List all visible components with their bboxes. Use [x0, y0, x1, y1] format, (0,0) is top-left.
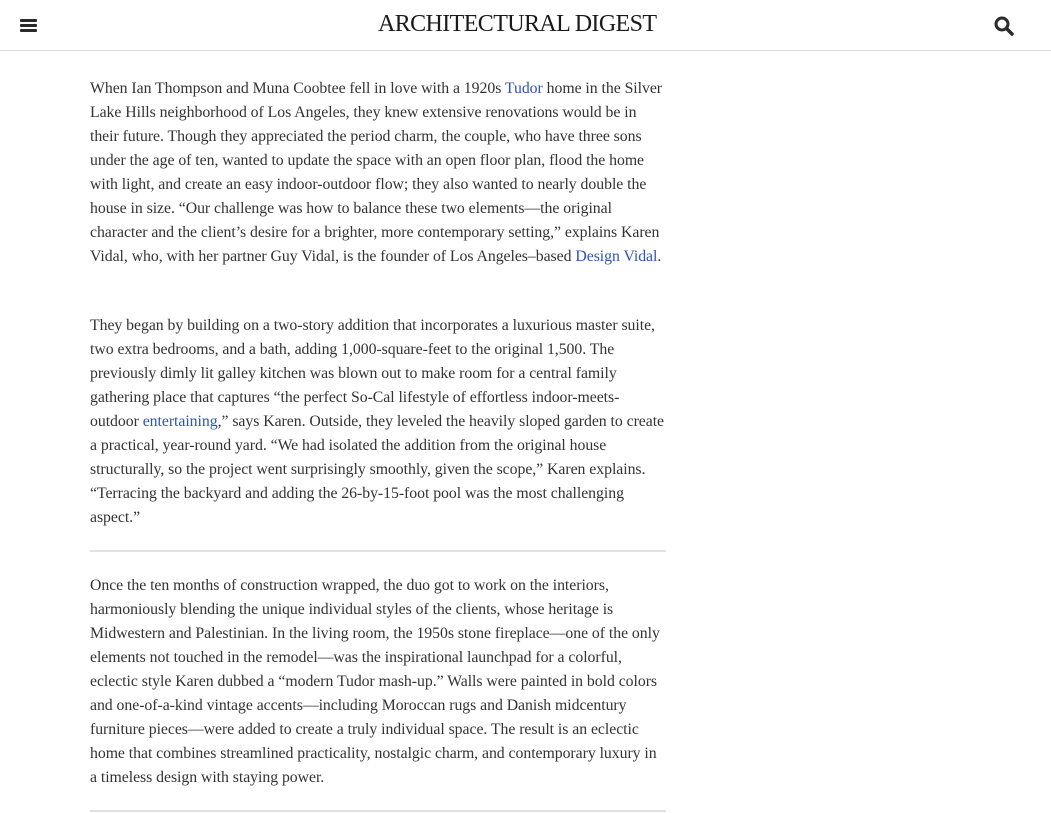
- site-header: [0, 0, 1051, 51]
- article-paragraph-3: [90, 574, 666, 790]
- search-icon[interactable]: [992, 14, 1016, 38]
- design-vidal-link[interactable]: Design Vidal: [575, 248, 658, 265]
- section-divider: [90, 810, 666, 812]
- paragraph-text: Once the ten months of construction wrapped, the duo got to work on the interiors, harmoniously blending the unique individual styles of the clients, whose heritage is Midwestern and Palestinian. In the living room, the 1950s stone fireplace—one of the only elements not touched in the remodel—was the inspirational launchpad for a colorful, eclectic style Karen dubbed a “modern Tudor mash-up.” Walls were painted in bold colors and one-of-a-kind vintage accents—including Moroccan rugs and Danish midcentury furniture pieces—were added to create a truly individual space. The result is an eclectic home that combines streamlined practicality, nostalgic charm, and contemporary luxury in a timeless design with staying power.: [90, 577, 660, 786]
- hamburger-menu-icon[interactable]: [18, 15, 40, 37]
- tudor-link[interactable]: Tudor: [504, 80, 543, 97]
- site-logo[interactable]: ARCHITECTURAL DIGEST: [378, 11, 657, 37]
- article-paragraph-1: [90, 77, 666, 269]
- paragraph-text: ,” says Karen. Outside, they leveled the heavily sloped garden to create a practical, year-round yard. “We had isolated the addition from the original house structurally, so the project went surprisingly smoothly, given the scope,” Karen explains. “Terracing the backyard and adding the 26-by-15-foot pool was the most challenging aspect.”: [90, 413, 665, 526]
- paragraph-text: .: [657, 248, 662, 265]
- paragraph-text: home in the Silver Lake Hills neighborhood of Los Angeles, they knew extensive renovations would be in their future. Though they appreciated the period charm, the couple, who have three sons under the age of ten, wanted to update the space with an open floor plan, flood the home with light, and create an easy indoor-outdoor flow; they also wanted to nearly double the house in size. “Our challenge was how to balance these two elements—the original character and the client’s desire for a brighter, more contemporary setting,” explains Karen Vidal, who, with her partner Guy Vidal, is the founder of Los Angeles–based: [90, 80, 662, 265]
- article-paragraph-2: [90, 314, 666, 530]
- section-divider: [90, 550, 666, 552]
- paragraph-text: When Ian Thompson and Muna Coobtee fell in love with a 1920s: [90, 80, 505, 97]
- paragraph-text: They began by building on a two-story addition that incorporates a luxurious master suite, two extra bedrooms, and a bath, adding 1,000-square-feet to the original 1,500. The previously dimly lit galley kitchen was blown out to make room for a central family gathering place that captures “the perfect So-Cal lifestyle of effortless indoor-meets-outdoor: [90, 317, 655, 430]
- entertaining-link[interactable]: entertaining: [142, 413, 218, 430]
